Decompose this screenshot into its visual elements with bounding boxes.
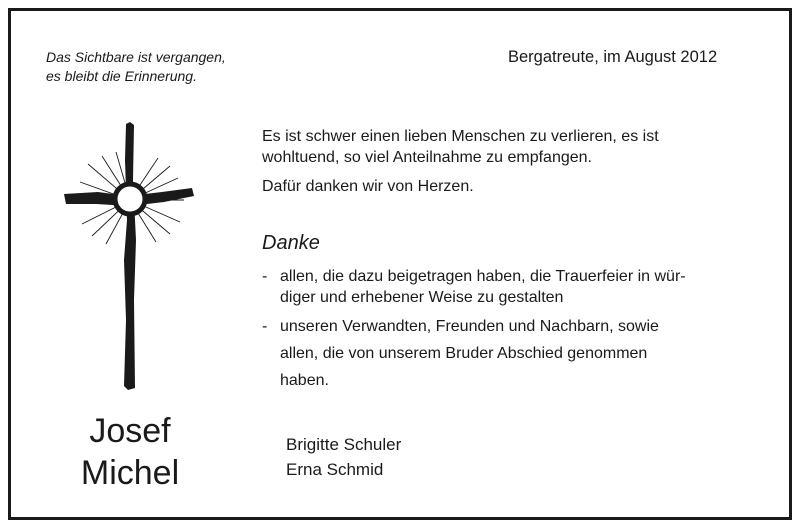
quote-line-1: Das Sichtbare ist vergangen, xyxy=(46,49,226,65)
first-name: Josef xyxy=(89,412,171,450)
intro-text xyxy=(262,126,659,168)
last-name: Michel xyxy=(80,454,180,492)
deceased-name xyxy=(30,410,230,494)
item-line: allen, die von unserem Bruder Abschied genommen xyxy=(280,345,648,362)
intro-line-1: Es ist schwer einen lieben Menschen zu verlieren, es ist xyxy=(262,128,659,145)
danke-heading: Danke xyxy=(262,232,320,254)
signer-name: Brigitte Schuler xyxy=(286,435,402,454)
item-dash: - xyxy=(262,318,268,335)
memorial-quote xyxy=(46,48,226,86)
item-line: diger und erhebener Weise zu gestalten xyxy=(280,289,564,306)
signer-name: Erna Schmid xyxy=(286,460,384,479)
quote-line-2: es bleibt die Erinnerung. xyxy=(46,68,197,84)
item-line: unseren Verwandten, Freunden und Nachbarn, sowie xyxy=(280,318,659,335)
place-date: Bergatreute, im August 2012 xyxy=(508,48,718,66)
cross-with-rays-icon xyxy=(58,120,200,394)
thanks-line: Dafür danken wir von Herzen. xyxy=(262,178,474,195)
item-dash: - xyxy=(262,268,268,285)
item-line: haben. xyxy=(280,372,329,389)
item-line: allen, die dazu beigetragen haben, die Trauerfeier in wür- xyxy=(280,268,686,285)
intro-line-2: wohltuend, so viel Anteilnahme zu empfangen. xyxy=(262,149,592,166)
signers xyxy=(286,432,401,482)
